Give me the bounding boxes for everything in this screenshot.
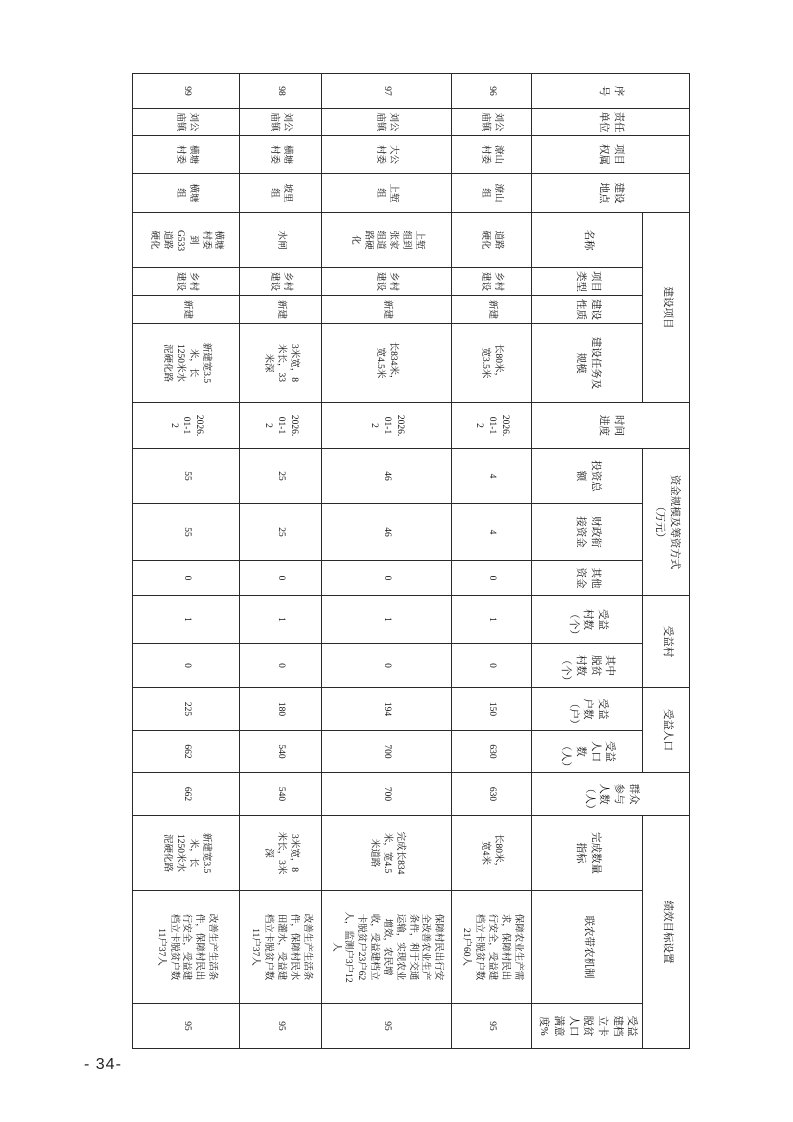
row98-benefit-villages-value: 1 — [276, 617, 287, 622]
row96-nature-value: 新建 — [487, 299, 498, 319]
row96-benefit-villages — [452, 596, 532, 644]
row97-total-invest-value: 46 — [382, 471, 393, 481]
header-scale — [532, 324, 643, 403]
header-poor-villages — [532, 644, 643, 688]
row99-benefit-villages — [133, 596, 240, 644]
header-group-villages-label: 受益村 — [661, 625, 673, 658]
row97-mechanism — [322, 891, 452, 1004]
row96-type-value: 乡村建设 — [480, 271, 504, 291]
row99-fiscal-fund — [133, 504, 240, 561]
row97-ownership — [322, 136, 452, 174]
row96-fiscal-fund — [452, 504, 532, 561]
row97-completion-index — [322, 816, 452, 891]
row99-benefit-people-value: 662 — [181, 744, 192, 759]
row97-other-fund — [322, 561, 452, 596]
row98-satisfaction-value: 95 — [276, 1021, 287, 1031]
row99-seq — [133, 74, 240, 109]
header-scale-label: 建设任务及规模 — [575, 336, 601, 390]
header-ownership-label: 项目权属 — [598, 144, 625, 165]
row96-nature — [452, 296, 532, 324]
row98-scale — [240, 324, 322, 403]
header-completion-index — [532, 816, 643, 891]
row99-satisfaction — [133, 1004, 240, 1049]
row96-benefit-households-value: 150 — [487, 701, 498, 717]
row97-location — [322, 174, 452, 213]
row97-ownership-value: 大公村委 — [375, 144, 399, 164]
row99-name — [133, 213, 240, 268]
project-performance-table — [132, 73, 690, 1049]
row97-other-fund-value: 0 — [382, 575, 393, 581]
row97-type-value: 乡村建设 — [375, 271, 399, 291]
row99-benefit-households — [133, 688, 240, 731]
row97-benefit-households — [322, 688, 452, 731]
row96-satisfaction — [452, 1004, 532, 1049]
row96-location — [452, 174, 532, 213]
header-name-label: 名称 — [582, 229, 594, 251]
row96-completion-index-value: 长80米，宽4米 — [480, 834, 504, 873]
header-unit — [532, 109, 690, 136]
row98-poor-villages-value: 0 — [276, 663, 287, 668]
row98-location — [240, 174, 322, 213]
row98-scale-value: 3米宽，8米长，33米深 — [263, 343, 299, 382]
row97-unit-value: 刘公庙镇 — [375, 112, 399, 132]
row97-type — [322, 268, 452, 296]
row97-participants — [322, 773, 452, 816]
row97-satisfaction — [322, 1004, 452, 1049]
header-group-row — [643, 74, 690, 1049]
row96-schedule — [452, 403, 532, 449]
row96-participants — [452, 773, 532, 816]
page-number: - 34- — [84, 1056, 122, 1073]
row96-fiscal-fund-value: 4 — [487, 529, 498, 535]
header-mechanism — [532, 891, 643, 1004]
row98-total-invest — [240, 449, 322, 504]
row96-benefit-people — [452, 731, 532, 773]
row98-ownership — [240, 136, 322, 174]
header-group-population — [643, 688, 690, 773]
row96-other-fund-value: 0 — [487, 575, 498, 581]
row98-other-fund-value: 0 — [276, 575, 287, 581]
rotated-table-inner — [133, 73, 690, 1048]
row99-type-value: 乡村建设 — [175, 271, 198, 291]
row97-mechanism-value: 保障村民出行安全改善农业生产条件，利于交通运输，实现农业增效，农民增收，受益建档立卡脱贫户23户62人，监测户3户12人 — [330, 911, 444, 983]
header-type — [532, 268, 643, 296]
row96-benefit-villages-value: 1 — [487, 617, 498, 622]
row98-benefit-households-value: 180 — [276, 701, 287, 717]
row98-fiscal-fund-value: 25 — [276, 527, 287, 537]
row99-benefit-people — [133, 731, 240, 773]
row99-unit-value: 刘公庙镇 — [175, 112, 198, 132]
row96-mechanism — [452, 891, 532, 1004]
row99-scale — [133, 324, 240, 403]
row96-scale-value: 长80米，宽3.5米 — [480, 343, 504, 382]
header-group-funds-label: 资金规模及筹资方式（万元） — [654, 474, 680, 570]
row98-benefit-villages — [240, 596, 322, 644]
row99-total-invest-value: 55 — [181, 471, 192, 481]
row99-unit — [133, 109, 240, 136]
header-group-funds — [643, 449, 690, 596]
header-total-invest — [532, 449, 643, 504]
row97-nature — [322, 296, 452, 324]
header-seq — [532, 74, 690, 109]
row99-benefit-households-value: 225 — [181, 701, 192, 717]
row97-benefit-people — [322, 731, 452, 773]
row97-benefit-households-value: 194 — [382, 701, 393, 717]
row96-seq — [452, 74, 532, 109]
row99-mechanism — [133, 891, 240, 1004]
header-location — [532, 174, 690, 213]
header-completion-index-label: 完成数量指标 — [575, 832, 601, 875]
row98-ownership-value: 横塘村委 — [269, 144, 293, 164]
row99-ownership-value: 横塘村委 — [175, 144, 198, 164]
header-seq-label: 序号 — [598, 85, 625, 97]
row98-benefit-people-value: 540 — [276, 744, 287, 759]
row96-participants-value: 630 — [487, 786, 498, 802]
header-benefit-households-label: 受益户数（户） — [567, 698, 609, 730]
row97-seq — [322, 74, 452, 109]
row97-schedule-value: 2026.01-12 — [369, 414, 405, 437]
header-benefit-villages-label: 受益村数（个） — [567, 608, 609, 641]
row99-poor-villages-value: 0 — [181, 663, 192, 668]
header-mechanism-label: 联农带农机制 — [582, 915, 594, 979]
row98-completion-index — [240, 816, 322, 891]
row98-type-value: 乡村建设 — [269, 271, 293, 291]
row97-fiscal-fund-value: 46 — [382, 527, 393, 537]
header-schedule-label: 时间进度 — [598, 415, 625, 436]
header-fiscal-fund — [532, 504, 643, 561]
header-participants-label: 群众参与人数（人） — [583, 783, 639, 815]
row97-scale — [322, 324, 452, 403]
row97-satisfaction-value: 95 — [382, 1021, 393, 1031]
row97-nature-value: 新建 — [382, 299, 393, 319]
row98-schedule — [240, 403, 322, 449]
row98-satisfaction — [240, 1004, 322, 1049]
rotated-table-area — [133, 73, 690, 1048]
row97-benefit-people-value: 700 — [382, 744, 393, 759]
header-location-label: 建设地点 — [598, 182, 625, 204]
row99-schedule — [133, 403, 240, 449]
header-satisfaction — [532, 1004, 643, 1049]
row98-schedule-value: 2026.01-12 — [263, 414, 299, 437]
row99-nature — [133, 296, 240, 324]
header-satisfaction-label: 受益建档立卡脱贫人口满意度% — [538, 1015, 638, 1037]
row97-name — [322, 213, 452, 268]
row99-completion-index — [133, 816, 240, 891]
row98-other-fund — [240, 561, 322, 596]
row99-benefit-villages-value: 1 — [181, 617, 192, 622]
header-group-performance — [643, 816, 690, 1049]
row96-schedule-value: 2026.01-12 — [474, 414, 510, 437]
row98-unit — [240, 109, 322, 136]
header-sub-row — [532, 74, 643, 1049]
row97-location-value: 上堑组 — [375, 183, 399, 203]
row99-ownership — [133, 136, 240, 174]
row98-type — [240, 268, 322, 296]
row97-completion-index-value: 完成长834米，宽4.5米道路 — [369, 831, 405, 875]
row98-location-value: 坡里组 — [269, 183, 293, 203]
row98-total-invest-value: 25 — [276, 471, 287, 481]
row98-poor-villages — [240, 644, 322, 688]
row98-benefit-households — [240, 688, 322, 731]
row99-participants — [133, 773, 240, 816]
header-participants — [532, 773, 690, 816]
table-row-99 — [133, 74, 240, 1049]
header-type-label: 项目类型 — [575, 271, 601, 292]
header-schedule — [532, 403, 690, 449]
row98-benefit-people — [240, 731, 322, 773]
table-row-96 — [452, 74, 532, 1049]
row99-participants-value: 662 — [181, 786, 192, 802]
row99-poor-villages — [133, 644, 240, 688]
row96-mechanism-value: 保障农业生产需求，保障村民出行安全，受益建档立卡脱贫户数21户60人 — [461, 913, 523, 981]
row96-location-value: 潦山组 — [480, 183, 504, 203]
row96-ownership-value: 潦山村委 — [480, 144, 504, 164]
row98-name-value: 水闸 — [276, 230, 287, 250]
row96-name-value: 道路硬化 — [480, 230, 504, 250]
row96-completion-index — [452, 816, 532, 891]
row98-seq-value: 98 — [276, 86, 287, 96]
row97-total-invest — [322, 449, 452, 504]
header-benefit-people-label: 受益人口数（人） — [560, 740, 616, 773]
header-total-invest-label: 投资总额 — [575, 460, 601, 492]
header-unit-label: 责任单位 — [598, 111, 625, 133]
row96-other-fund — [452, 561, 532, 596]
row96-total-invest-value: 4 — [487, 473, 498, 479]
header-name — [532, 213, 643, 268]
row97-poor-villages — [322, 644, 452, 688]
row99-completion-index-value: 新建宽3.5米，长1250米水泥硬化路 — [162, 832, 211, 874]
row99-other-fund-value: 0 — [181, 575, 192, 581]
row99-seq-value: 99 — [181, 86, 192, 96]
row97-fiscal-fund — [322, 504, 452, 561]
row98-unit-value: 刘公庙镇 — [269, 112, 293, 132]
table-row-97 — [322, 74, 452, 1049]
row98-seq — [240, 74, 322, 109]
row96-type — [452, 268, 532, 296]
row99-type — [133, 268, 240, 296]
header-benefit-people — [532, 731, 643, 773]
header-fiscal-fund-label: 财政衔接资金 — [575, 516, 601, 548]
row98-nature — [240, 296, 322, 324]
header-benefit-households — [532, 688, 643, 731]
row98-fiscal-fund — [240, 504, 322, 561]
row97-poor-villages-value: 0 — [382, 663, 393, 668]
row96-unit — [452, 109, 532, 136]
row99-nature-value: 新建 — [181, 299, 192, 319]
header-group-population-label: 受益人口 — [661, 709, 673, 752]
row98-mechanism — [240, 891, 322, 1004]
row97-benefit-villages-value: 1 — [382, 617, 393, 622]
row97-seq-value: 97 — [382, 86, 393, 96]
row99-mechanism-value: 改善生产生活条件，保障村民出行安全，受益建档立卡脱贫户数11户37人 — [155, 913, 218, 981]
header-group-project — [643, 213, 690, 403]
row97-schedule — [322, 403, 452, 449]
row98-name — [240, 213, 322, 268]
row96-ownership — [452, 136, 532, 174]
header-poor-villages-label: 其中脱贫村数（个） — [560, 654, 616, 687]
row96-scale — [452, 324, 532, 403]
row98-nature-value: 新建 — [276, 299, 287, 319]
row96-unit-value: 刘公庙镇 — [480, 112, 504, 132]
header-group-project-label: 建设项目 — [661, 286, 673, 329]
row97-benefit-villages — [322, 596, 452, 644]
row96-seq-value: 96 — [487, 86, 498, 96]
row97-name-value: 上堑组到张家组道路硬化 — [349, 230, 424, 250]
row97-scale-value: 长834米，宽4.5米 — [375, 341, 399, 385]
row97-unit — [322, 109, 452, 136]
row99-schedule-value: 2026.01-12 — [168, 414, 205, 437]
row96-poor-villages — [452, 644, 532, 688]
row98-participants — [240, 773, 322, 816]
row99-location — [133, 174, 240, 213]
header-ownership — [532, 136, 690, 174]
row96-total-invest — [452, 449, 532, 504]
row96-benefit-households — [452, 688, 532, 731]
row98-mechanism-value: 改善生产生活条件，保障村民水田灌水，受益建档立卡脱贫户数11户37人 — [250, 913, 312, 981]
row96-name — [452, 213, 532, 268]
header-other-fund — [532, 561, 643, 596]
row99-location-value: 横塘组 — [175, 183, 198, 203]
row99-fiscal-fund-value: 55 — [181, 527, 192, 537]
row97-participants-value: 700 — [382, 786, 393, 802]
row98-completion-index-value: 3米宽，8米长，3米深 — [263, 831, 299, 875]
header-nature — [532, 296, 643, 324]
row99-other-fund — [133, 561, 240, 596]
header-group-performance-label: 绩效目标设置 — [661, 900, 673, 964]
header-other-fund-label: 其他资金 — [575, 567, 601, 589]
row98-participants-value: 540 — [276, 786, 287, 802]
row96-satisfaction-value: 95 — [487, 1021, 498, 1031]
header-benefit-villages — [532, 596, 643, 644]
header-nature-label: 建设性质 — [575, 299, 601, 320]
row96-poor-villages-value: 0 — [487, 663, 498, 668]
row99-scale-value: 新建宽3.5米，长1250米水泥硬化路 — [162, 342, 211, 384]
row99-total-invest — [133, 449, 240, 504]
table-row-98 — [240, 74, 322, 1049]
row99-satisfaction-value: 95 — [181, 1021, 192, 1031]
header-group-villages — [643, 596, 690, 688]
row99-name-value: 横塘村委到G533道路硬化 — [149, 230, 224, 252]
row96-benefit-people-value: 630 — [487, 744, 498, 759]
